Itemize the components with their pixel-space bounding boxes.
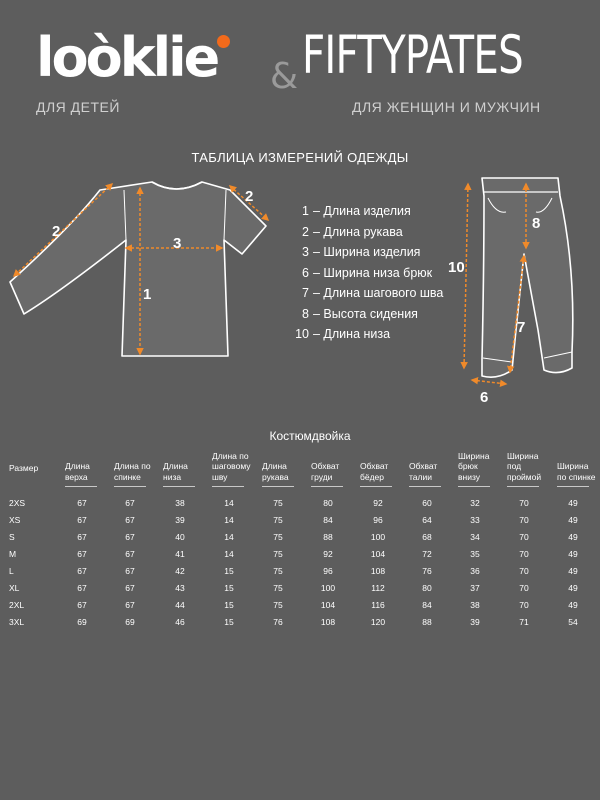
row-size-label: 2XL <box>9 600 25 610</box>
table-cell: 14 <box>224 515 234 525</box>
shirt-outline <box>10 182 266 356</box>
row-size-label: 3XL <box>9 617 25 627</box>
table-cell: 14 <box>224 532 234 542</box>
table-cell: 67 <box>77 583 87 593</box>
header-underline <box>114 486 146 487</box>
table-cell: 84 <box>422 600 432 610</box>
subtitle-kids: ДЛЯ ДЕТЕЙ <box>36 99 120 115</box>
table-cell: 49 <box>568 498 578 508</box>
legend-item: 6 – Ширина низа брюк <box>302 265 433 280</box>
table-cell: 75 <box>273 583 283 593</box>
legend-item: 1 – Длина изделия <box>302 204 411 218</box>
column-header: Длина низа <box>163 461 188 482</box>
table-cell: 67 <box>77 549 87 559</box>
table-cell: 71 <box>519 617 529 627</box>
table-caption: Костюмдвойка <box>269 429 351 443</box>
table-cell: 80 <box>323 498 333 508</box>
table-cell: 69 <box>77 617 87 627</box>
legend-item: 3 – Ширина изделия <box>302 245 421 259</box>
legend-item: 7 – Длина шагового шва <box>302 286 444 300</box>
table-cell: 120 <box>370 617 386 627</box>
legend-item: 10 – Длина низа <box>295 327 391 341</box>
column-header: Ширина брюк внизу <box>458 450 490 482</box>
table-cell: 116 <box>371 600 385 610</box>
pants-outline <box>482 178 573 377</box>
table-cell: 32 <box>470 498 480 508</box>
table-cell: 96 <box>373 515 383 525</box>
header-underline <box>65 486 97 487</box>
table-cell: 36 <box>470 566 480 576</box>
header-underline <box>163 486 195 487</box>
table-cell: 44 <box>175 600 185 610</box>
table-cell: 88 <box>422 617 432 627</box>
page-title: ТАБЛИЦА ИЗМЕРЕНИЙ ОДЕЖДЫ <box>191 150 409 165</box>
header-underline <box>458 486 490 487</box>
column-header: Обхват бёдер <box>360 461 389 482</box>
table-cell: 67 <box>125 549 135 559</box>
table-cell: 112 <box>371 583 385 593</box>
label-width: 3 <box>173 235 182 252</box>
table-cell: 75 <box>273 515 283 525</box>
table-cell: 75 <box>273 498 283 508</box>
table-cell: 49 <box>568 566 578 576</box>
label-hem: 6 <box>480 389 489 406</box>
table-cell: 70 <box>519 566 529 576</box>
label-inseam: 7 <box>517 319 526 336</box>
table-cell: 38 <box>470 600 480 610</box>
table-cell: 67 <box>125 583 135 593</box>
table-cell: 75 <box>273 532 283 542</box>
column-header: Обхват талии <box>409 461 438 482</box>
table-cell: 67 <box>125 600 135 610</box>
table-cell: 41 <box>175 549 185 559</box>
table-cell: 108 <box>370 566 386 576</box>
table-cell: 43 <box>175 583 185 593</box>
table-cell: 72 <box>422 549 432 559</box>
table-cell: 104 <box>370 549 386 559</box>
header-underline <box>262 486 294 487</box>
table-cell: 67 <box>125 498 135 508</box>
label-length: 1 <box>143 286 152 303</box>
table-cell: 67 <box>77 498 87 508</box>
row-size-label: M <box>9 549 17 559</box>
table-cell: 39 <box>175 515 185 525</box>
table-cell: 46 <box>175 617 185 627</box>
column-header: Ширина под проймой <box>507 450 542 482</box>
size-column-header: Размер <box>9 463 39 473</box>
table-cell: 92 <box>323 549 333 559</box>
table-cell: 100 <box>370 532 386 542</box>
header-underline <box>311 486 343 487</box>
table-cell: 70 <box>519 498 529 508</box>
column-header: Длина по спинке <box>114 461 151 482</box>
table-cell: 70 <box>519 549 529 559</box>
table-cell: 67 <box>77 566 87 576</box>
table-cell: 49 <box>568 583 578 593</box>
legend-item: 8 – Высота сидения <box>302 306 418 321</box>
table-cell: 67 <box>77 515 87 525</box>
ampersand: & <box>270 56 299 97</box>
table-cell: 38 <box>175 498 185 508</box>
row-size-label: XL <box>9 583 20 593</box>
table-cell: 108 <box>320 617 336 627</box>
table-cell: 34 <box>470 532 480 542</box>
fiftypates-logo: FIFTYPATES <box>302 25 523 86</box>
label-seat: 8 <box>532 215 541 232</box>
table-cell: 37 <box>470 583 480 593</box>
table-cell: 100 <box>320 583 336 593</box>
table-cell: 42 <box>175 566 185 576</box>
table-cell: 75 <box>273 600 283 610</box>
table-cell: 40 <box>175 532 185 542</box>
column-header: Ширина по спинке <box>557 461 596 482</box>
table-cell: 70 <box>519 532 529 542</box>
column-header: Длина по шаговому шву <box>212 450 251 482</box>
column-header: Обхват груди <box>311 461 340 482</box>
table-cell: 68 <box>422 532 432 542</box>
header-underline <box>507 486 539 487</box>
header-underline <box>360 486 392 487</box>
table-cell: 33 <box>470 515 480 525</box>
table-cell: 67 <box>125 566 135 576</box>
table-cell: 70 <box>519 583 529 593</box>
table-cell: 49 <box>568 600 578 610</box>
measurement-legend <box>281 201 443 345</box>
legend-item: 2 – Длина рукава <box>302 224 403 239</box>
table-cell: 15 <box>224 600 234 610</box>
row-size-label: L <box>9 566 14 576</box>
table-cell: 88 <box>323 532 333 542</box>
header-underline <box>409 486 441 487</box>
column-header: Длина рукава <box>262 461 289 482</box>
label-sleeve-left: 2 <box>52 223 61 240</box>
table-cell: 35 <box>470 549 480 559</box>
table-cell: 49 <box>568 532 578 542</box>
table-cell: 49 <box>568 549 578 559</box>
row-size-label: XS <box>9 515 21 525</box>
table-cell: 39 <box>470 617 480 627</box>
table-cell: 69 <box>125 617 135 627</box>
table-cell: 75 <box>273 549 283 559</box>
table-cell: 70 <box>519 515 529 525</box>
table-cell: 15 <box>224 566 234 576</box>
table-cell: 67 <box>77 600 87 610</box>
column-header: Длина верха <box>65 461 90 482</box>
table-cell: 60 <box>422 498 432 508</box>
table-cell: 49 <box>568 515 578 525</box>
table-cell: 92 <box>373 498 383 508</box>
table-cell: 80 <box>422 583 432 593</box>
row-size-label: 2XS <box>9 498 26 508</box>
table-cell: 96 <box>323 566 333 576</box>
table-cell: 67 <box>77 532 87 542</box>
label-pants-length: 10 <box>448 259 465 276</box>
table-cell: 84 <box>323 515 333 525</box>
header-underline <box>212 486 244 487</box>
table-cell: 75 <box>273 566 283 576</box>
table-cell: 70 <box>519 600 529 610</box>
table-cell: 15 <box>224 583 234 593</box>
table-cell: 54 <box>568 617 578 627</box>
table-cell: 76 <box>422 566 432 576</box>
table-cell: 67 <box>125 515 135 525</box>
table-cell: 104 <box>320 600 336 610</box>
table-cell: 64 <box>422 515 432 525</box>
row-size-label: S <box>9 532 15 542</box>
looklie-logo: loòklie <box>36 26 218 89</box>
table-cell: 15 <box>224 617 234 627</box>
table-cell: 14 <box>224 498 234 508</box>
table-cell: 67 <box>125 532 135 542</box>
table-cell: 14 <box>224 549 234 559</box>
subtitle-adults: ДЛЯ ЖЕНЩИН И МУЖЧИН <box>352 99 541 115</box>
label-sleeve-right: 2 <box>245 188 254 205</box>
table-cell: 76 <box>273 617 283 627</box>
header-underline <box>557 486 589 487</box>
